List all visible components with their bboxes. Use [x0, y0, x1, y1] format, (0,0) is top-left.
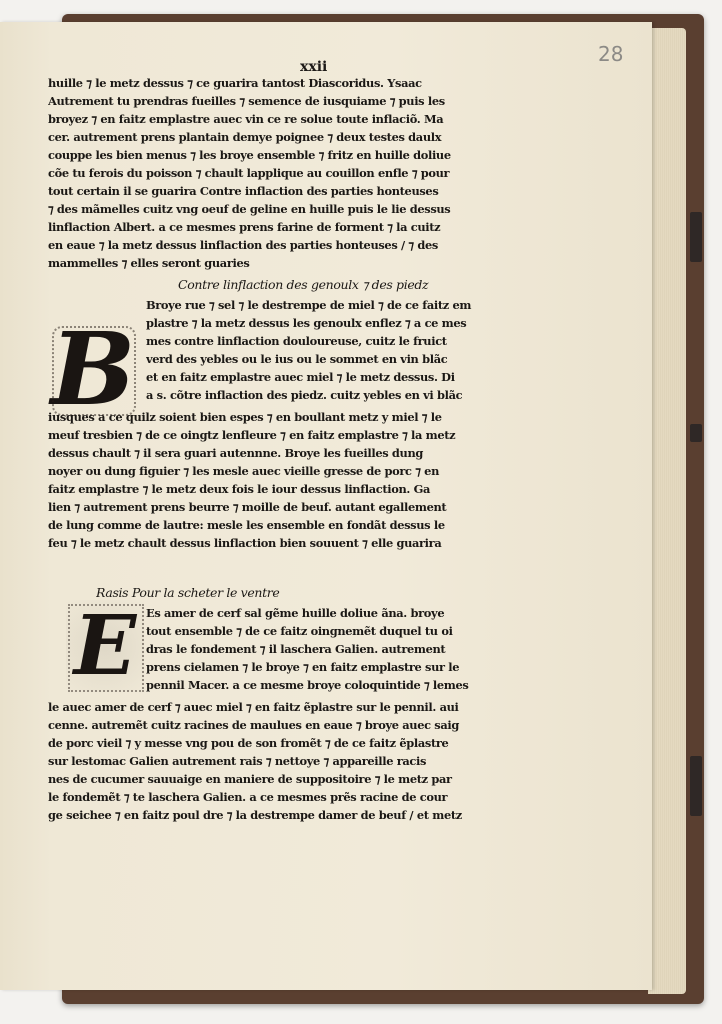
text-line: dras le fondement ⁊ il laschera Galien. autrement [146, 642, 446, 656]
text-line: sur lestomac Galien autrement rais ⁊ nettoye ⁊ appareille racis [48, 754, 427, 768]
page-tab-marker [690, 756, 702, 816]
text-line: dessus chault ⁊ il sera guari autennne. Broye les fueilles dung [48, 446, 423, 460]
text-line: ge seichee ⁊ en faitz poul dre ⁊ la destrempe damer de beuf / et metz [48, 808, 462, 822]
text-line: ⁊ des mãmelles cuitz vng oeuf de geline en huille puis le lie dessus [48, 202, 451, 216]
text-line: prens cielamen ⁊ le broye ⁊ en faitz emplastre sur le [146, 660, 460, 674]
text-line: Autrement tu prendras fueilles ⁊ semence de iusquiame ⁊ puis les [48, 94, 445, 108]
text-line: en eaue ⁊ la metz dessus linflaction des parties honteuses / ⁊ des [48, 238, 438, 252]
text-line: nes de cucumer sauuaige en maniere de suppositoire ⁊ le metz par [48, 772, 452, 786]
text-line: tout ensemble ⁊ de ce faitz oingnemẽt duquel tu oi [146, 624, 453, 638]
text-line: pennil Macer. a ce mesme broye coloquintide ⁊ lemes [146, 678, 469, 692]
text-line: Es amer de cerf sal gẽme huille doliue ãna. broye [146, 606, 445, 620]
text-line: huille ⁊ le metz dessus ⁊ ce guarira tantost Diascoridus. Ysaac [48, 76, 422, 90]
text-line: feu ⁊ le metz chault dessus linflaction bien souuent ⁊ elle guarira [48, 536, 442, 550]
text-line: cõe tu ferois du poisson ⁊ chault lapplique au couillon enfle ⁊ pour [48, 166, 450, 180]
text-line: mes contre linflaction douloureuse, cuitz le fruict [146, 334, 447, 348]
text-line: Broye rue ⁊ sel ⁊ le destrempe de miel ⁊ de ce faitz em [146, 298, 472, 312]
text-line: plastre ⁊ la metz dessus les genoulx enflez ⁊ a ce mes [146, 316, 467, 330]
text-line: tout certain il se guarira Contre inflaction des parties honteuses [48, 184, 439, 198]
text-line: noyer ou dung figuier ⁊ les mesle auec vieille gresse de porc ⁊ en [48, 464, 440, 478]
text-line: le auec amer de cerf ⁊ auec miel ⁊ en faitz ẽplastre sur le pennil. aui [48, 700, 459, 714]
text-line: de porc vieil ⁊ y messe vng pou de son fromẽt ⁊ de ce faitz ẽplastre [48, 736, 449, 750]
text-line: lien ⁊ autrement prens beurre ⁊ moille de beuf. autant egallement [48, 500, 447, 514]
text-line: et en faitz emplastre auec miel ⁊ le metz dessus. Di [146, 370, 455, 384]
decorated-initial-b: B [48, 320, 138, 418]
section-heading: Rasis Pour la scheter le ventre [96, 585, 280, 600]
text-line: cer. autrement prens plantain demye poignee ⁊ deux testes daulx [48, 130, 442, 144]
text-line: de lung comme de lautre: mesle les ensemble en fondãt dessus le [48, 518, 445, 532]
text-line: verd des yebles ou le ius ou le sommet en vin blãc [146, 352, 448, 366]
text-line: le fondemẽt ⁊ te laschera Galien. a ce mesmes prẽs racine de cour [48, 790, 448, 804]
text-line: broyez ⁊ en faitz emplastre auec vin ce re solue toute inflaciõ. Ma [48, 112, 444, 126]
text-line: linflaction Albert. a ce mesmes prens farine de forment ⁊ la cuitz [48, 220, 441, 234]
decorated-initial-e: E [66, 600, 144, 692]
page-edges [648, 28, 686, 994]
text-line: cenne. autremẽt cuitz racines de maulues en eaue ⁊ broye auec saig [48, 718, 459, 732]
text-line: a s. cõtre inflaction des piedz. cuitz yebles en vi blãc [146, 388, 463, 402]
page-tab-marker [690, 212, 702, 262]
running-head: xxii [300, 59, 328, 75]
text-line: mammelles ⁊ elles seront guaries [48, 256, 250, 270]
folio-number: 28 [598, 42, 624, 66]
page-tab-marker [690, 424, 702, 442]
text-line: meuf tresbien ⁊ de ce oingtz lenfleure ⁊ en faitz emplastre ⁊ la metz [48, 428, 456, 442]
text-line: iusques a ce quilz soient bien espes ⁊ en boullant metz y miel ⁊ le [48, 410, 442, 424]
section-heading: Contre linflaction des genoulx ⁊ des piedz [178, 277, 429, 292]
text-line: faitz emplastre ⁊ le metz deux fois le iour dessus linflaction. Ga [48, 482, 431, 496]
text-line: couppe les bien menus ⁊ les broye ensemble ⁊ fritz en huille doliue [48, 148, 451, 162]
